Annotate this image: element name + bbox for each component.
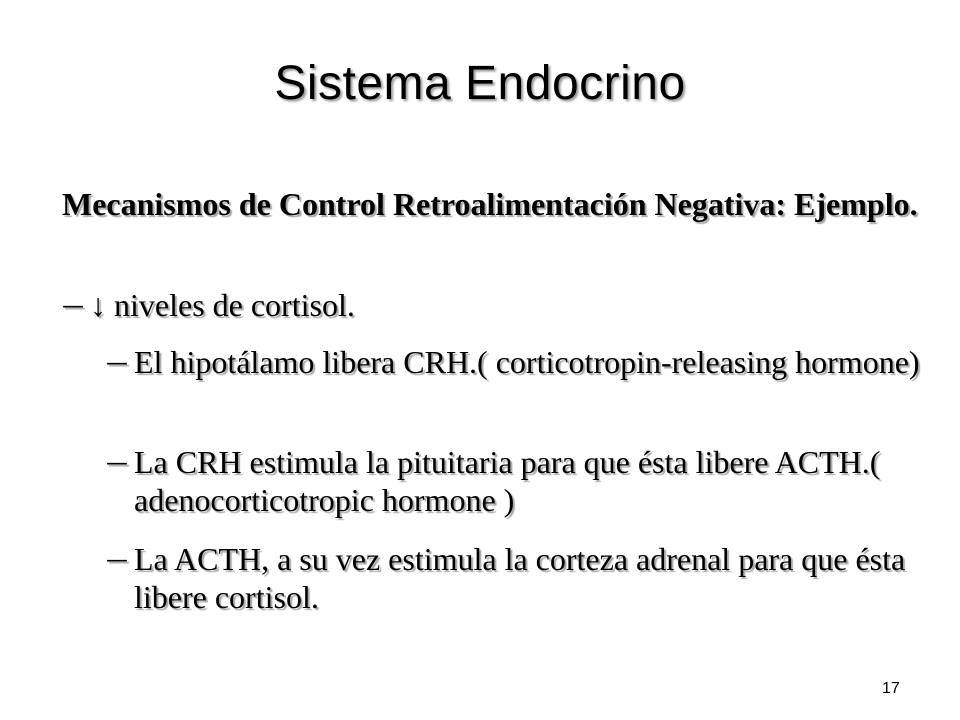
bullet-level2-item bbox=[106, 344, 934, 382]
page-number: 17 bbox=[882, 680, 900, 697]
bullet-level2-text: El hipotálamo libera CRH.( corticotropin-releasing hormone) bbox=[134, 344, 920, 380]
slide-title: Sistema Endocrino bbox=[274, 57, 686, 110]
bullet-level2-text: La ACTH, a su vez estimula la corteza adrenal para que ésta libere cortisol. bbox=[134, 541, 906, 615]
dash-bullet-icon: — bbox=[106, 351, 128, 376]
dash-bullet-icon: — bbox=[62, 294, 84, 319]
section-heading: Mecanismos de Control Retroalimentación Negativa: Ejemplo. bbox=[62, 186, 918, 222]
bullet-level2-text: La CRH estimula la pituitaria para que ésta libere ACTH.( adenocorticotropic hormone ) bbox=[134, 444, 881, 518]
dash-bullet-icon: — bbox=[106, 451, 128, 476]
bullet-level2-item bbox=[106, 541, 934, 616]
bullet-level2-item bbox=[106, 444, 934, 519]
bullet-level1-text: niveles de cortisol. bbox=[106, 287, 355, 323]
down-arrow-icon: ↓ bbox=[90, 287, 106, 323]
dash-bullet-icon: — bbox=[106, 548, 128, 573]
bullet-level1 bbox=[62, 287, 922, 325]
